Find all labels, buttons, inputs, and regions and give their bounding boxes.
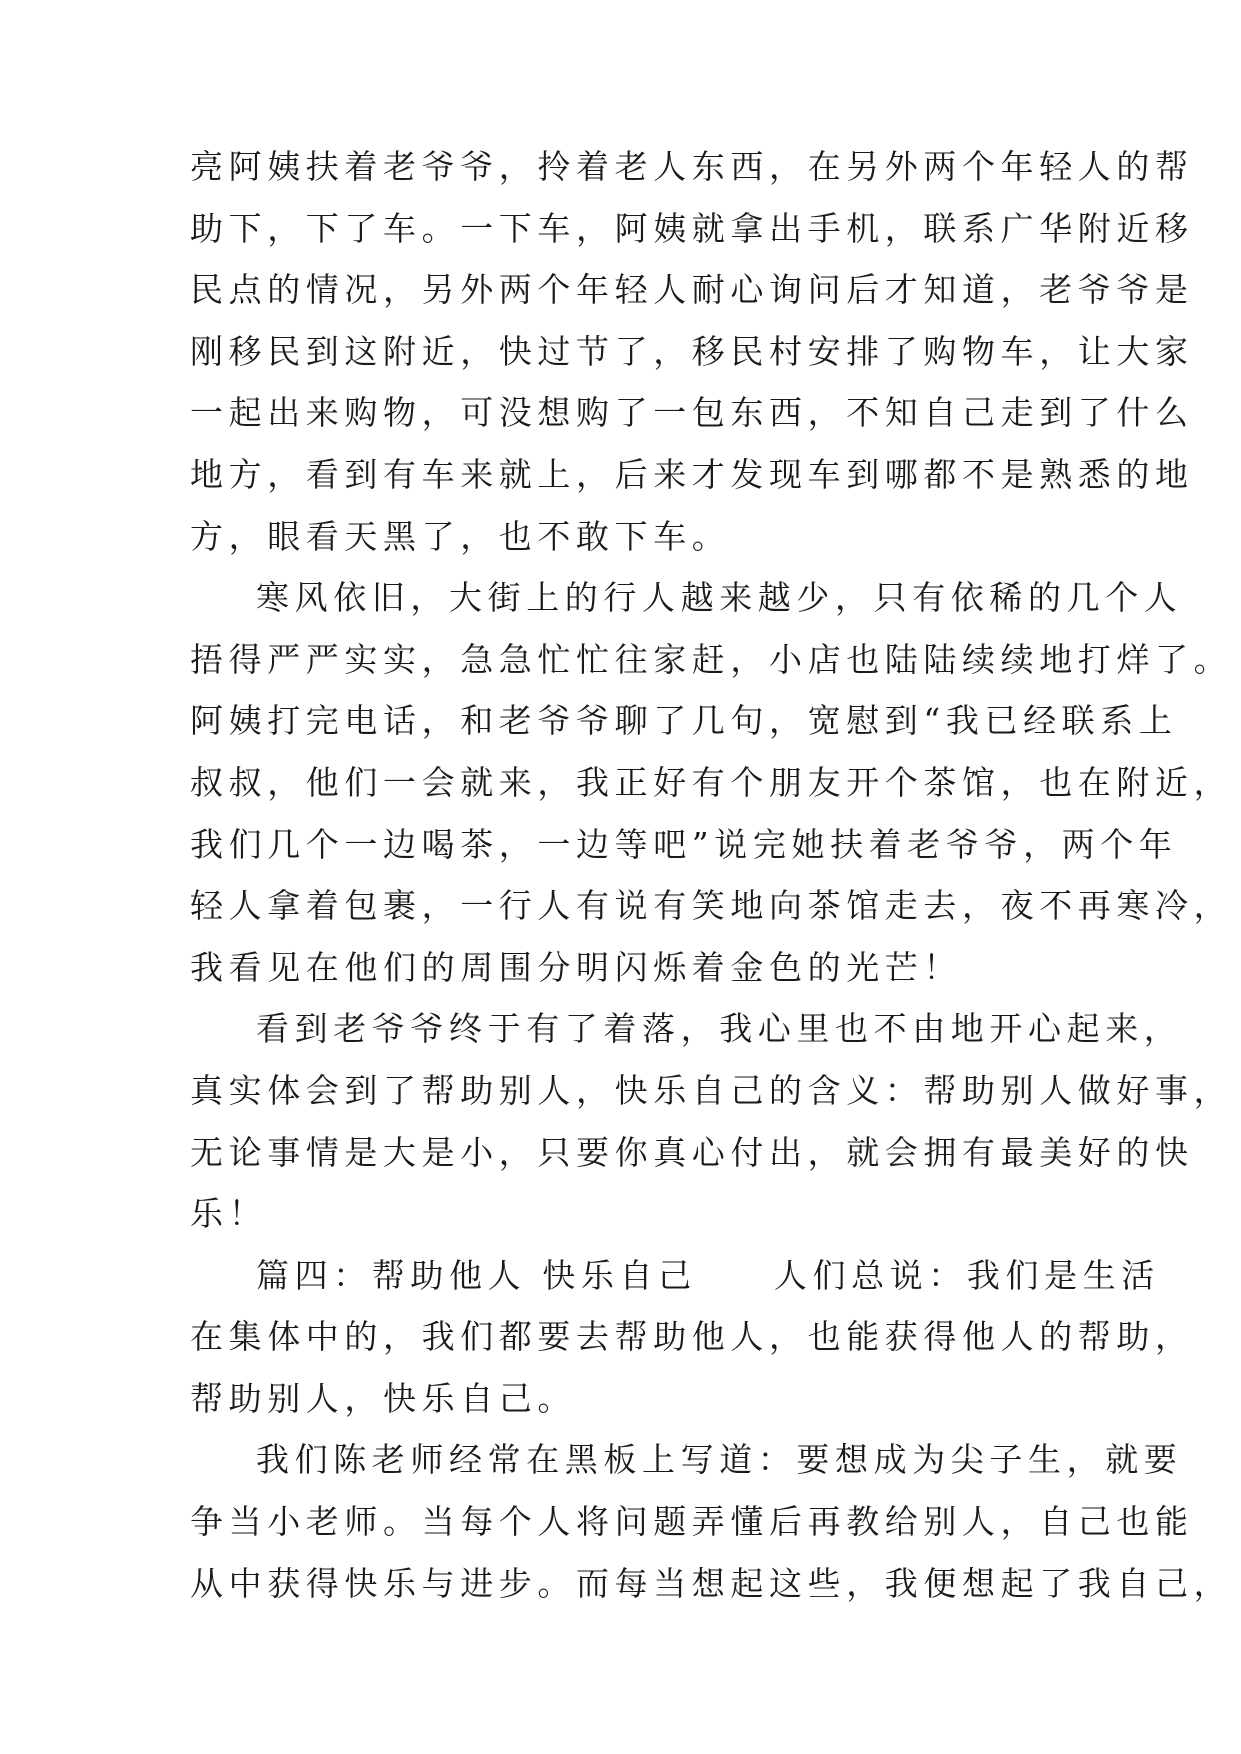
body-text — [190, 136, 1233, 1614]
text-line: 争当小老师。当每个人将问题弄懂后再教给别人，自己也能 — [190, 1502, 1194, 1542]
text-line: 从中获得快乐与进步。而每当想起这些，我便想起了我自己， — [190, 1563, 1233, 1603]
text-line: 真实体会到了帮助别人，快乐自己的含义：帮助别人做好事， — [190, 1070, 1233, 1110]
text-line: 一起出来购物，可没想购了一包东西，不知自己走到了什么 — [190, 393, 1194, 433]
text-line: 轻人拿着包裹，一行人有说有笑地向茶馆走去，夜不再寒冷， — [190, 886, 1233, 926]
text-line: 看到老爷爷终于有了着落，我心里也不由地开心起来， — [256, 1009, 1183, 1049]
text-line: 助下，下了车。一下车，阿姨就拿出手机，联系广华附近移 — [190, 208, 1194, 248]
text-line: 民点的情况，另外两个年轻人耐心询问后才知道，老爷爷是 — [190, 270, 1194, 310]
text-line: 叔叔，他们一会就来，我正好有个朋友开个茶馆，也在附近， — [190, 762, 1233, 802]
text-line: 乐！ — [190, 1194, 268, 1234]
text-line: 阿姨打完电话，和老爷爷聊了几句，宽慰到“我已经联系上 — [190, 701, 1178, 741]
text-line: 寒风依旧，大街上的行人越来越少，只有依稀的几个人 — [256, 578, 1183, 618]
text-line: 捂得严严实实，急急忙忙往家赶，小店也陆陆续续地打烊了。 — [190, 639, 1233, 679]
text-line: 我们几个一边喝茶，一边等吧”说完她扶着老爷爷，两个年 — [190, 824, 1178, 864]
text-line: 刚移民到这附近，快过节了，移民村安排了购物车，让大家 — [190, 331, 1194, 371]
text-line: 我看见在他们的周围分明闪烁着金色的光芒！ — [190, 947, 962, 987]
text-line: 在集体中的，我们都要去帮助他人，也能获得他人的帮助， — [190, 1317, 1194, 1357]
text-line: 我们陈老师经常在黑板上写道：要想成为尖子生，就要 — [256, 1440, 1183, 1480]
text-line: 帮助别人，快乐自己。 — [190, 1378, 576, 1418]
text-line: 无论事情是大是小，只要你真心付出，就会拥有最美好的快 — [190, 1132, 1194, 1172]
text-line: 方，眼看天黑了，也不敢下车。 — [190, 516, 731, 556]
text-line: 地方，看到有车来就上，后来才发现车到哪都不是熟悉的地 — [190, 454, 1194, 494]
text-line: 篇四：帮助他人 快乐自己 人们总说：我们是生活 — [256, 1255, 1160, 1295]
text-line: 亮阿姨扶着老爷爷，拎着老人东西，在另外两个年轻人的帮 — [190, 147, 1194, 186]
